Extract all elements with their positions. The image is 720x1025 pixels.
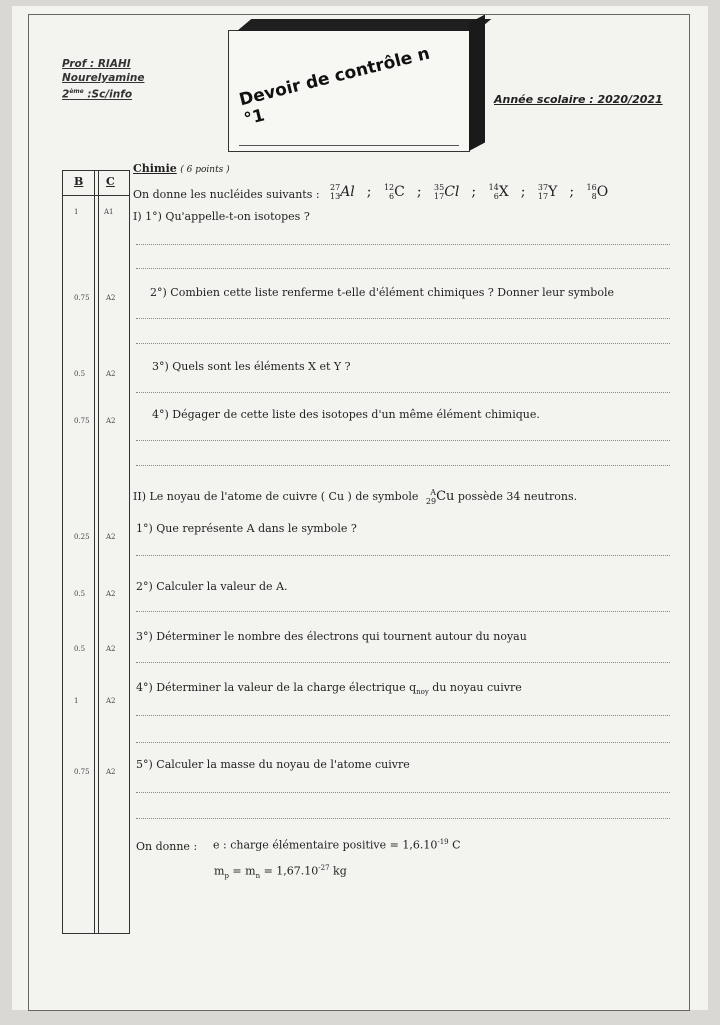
question-text: 3°) Quels sont les éléments X et Y ? — [152, 360, 351, 373]
competence: A2 — [106, 417, 116, 425]
nuclide-list: 27 13 Al ; 12 6 C ; 35 17 Cl ; 14 6 X ; 37 17 Y ; 16 8 O — [330, 183, 609, 201]
answer-line — [136, 268, 670, 269]
teacher-surname: Nourelyamine — [62, 72, 145, 84]
school-year: Année scolaire : 2020/2021 — [494, 93, 663, 106]
col-c-header: C — [106, 175, 115, 188]
answer-line — [136, 818, 670, 819]
question-text: 2°) Combien cette liste renferme t-elle d'élément chimiques ? Donner leur symbole — [150, 286, 615, 299]
answer-line — [136, 611, 670, 612]
part2-statement: II) Le noyau de l'atome de cuivre ( Cu ) de symbole A 29 Cu possède 34 neutrons. — [133, 488, 578, 506]
bar-score: 0.75 — [74, 294, 90, 302]
teacher-name: Prof : RIAHI — [62, 58, 131, 70]
teacher-info — [62, 57, 144, 102]
competence: A2 — [106, 590, 116, 598]
question-text: 5°) Calculer la masse du noyau de l'atome cuivre — [136, 758, 410, 771]
question-text: 1°) Que représente A dans le symbole ? — [136, 522, 357, 535]
title-box — [228, 30, 470, 152]
bar-score: 0.25 — [74, 533, 90, 541]
bar-score: 0.5 — [74, 370, 86, 378]
section-heading: Chimie ( 6 points ) — [133, 162, 230, 175]
answer-line — [136, 392, 670, 393]
col-b-header: B — [74, 175, 84, 188]
bar-score: 0.5 — [74, 645, 86, 653]
answer-line — [136, 555, 670, 556]
nuclide-x: 14 6 X — [488, 183, 509, 201]
question-text: 4°) Dégager de cette liste des isotopes d'un même élément chimique. — [152, 408, 540, 421]
competence: A2 — [106, 294, 116, 302]
answer-line — [136, 343, 670, 344]
given-mass: $m_p = m_n = 1,67.10^{-27}$ kg — [214, 864, 347, 880]
answer-line — [136, 742, 670, 743]
question-text: 3°) Déterminer le nombre des électrons qui tournent autour du noyau — [136, 630, 527, 643]
nuclide-o: 16 8 O — [586, 183, 609, 201]
bar-score: 1 — [74, 697, 79, 705]
answer-line — [136, 792, 670, 793]
competence: A2 — [106, 697, 116, 705]
competence: A2 — [106, 645, 116, 653]
answer-line — [136, 440, 670, 441]
answer-line — [136, 318, 670, 319]
question-text: 2°) Calculer la valeur de A. — [136, 580, 288, 593]
exam-title: Devoir de contrôle n °1 — [237, 43, 432, 130]
nuclide-y: 37 17 Y — [537, 183, 558, 201]
answer-line — [136, 465, 670, 466]
bar-score: 1 — [74, 208, 79, 216]
answer-line — [136, 715, 670, 716]
grading-grid — [62, 170, 130, 934]
competence: A2 — [106, 768, 116, 776]
given-label: On donne : — [136, 840, 198, 853]
nuclide-al: 27 13 Al — [330, 183, 355, 201]
question-text: I) 1°) Qu'appelle-t-on isotopes ? — [133, 210, 310, 223]
bar-score: 0.5 — [74, 590, 86, 598]
answer-line — [136, 662, 670, 663]
intro-text: On donne les nucléides suivants : — [133, 188, 320, 201]
given-charge: e : charge élémentaire positive = $1,6.10^{-19}$ C — [213, 838, 461, 852]
question-text: 4°) Déterminer la valeur de la charge électrique $q_{noy}$ du noyau cuivre — [136, 681, 522, 697]
nuclide-c: 12 6 C — [383, 183, 405, 201]
bar-score: 0.75 — [74, 768, 90, 776]
nuclide-cl: 35 17 Cl — [434, 183, 460, 201]
answer-line — [136, 244, 670, 245]
competence: A2 — [106, 370, 116, 378]
class-level: 2ème :Sc/info — [62, 88, 133, 101]
competence: A2 — [106, 533, 116, 541]
competence: A1 — [104, 208, 114, 216]
bar-score: 0.75 — [74, 417, 90, 425]
